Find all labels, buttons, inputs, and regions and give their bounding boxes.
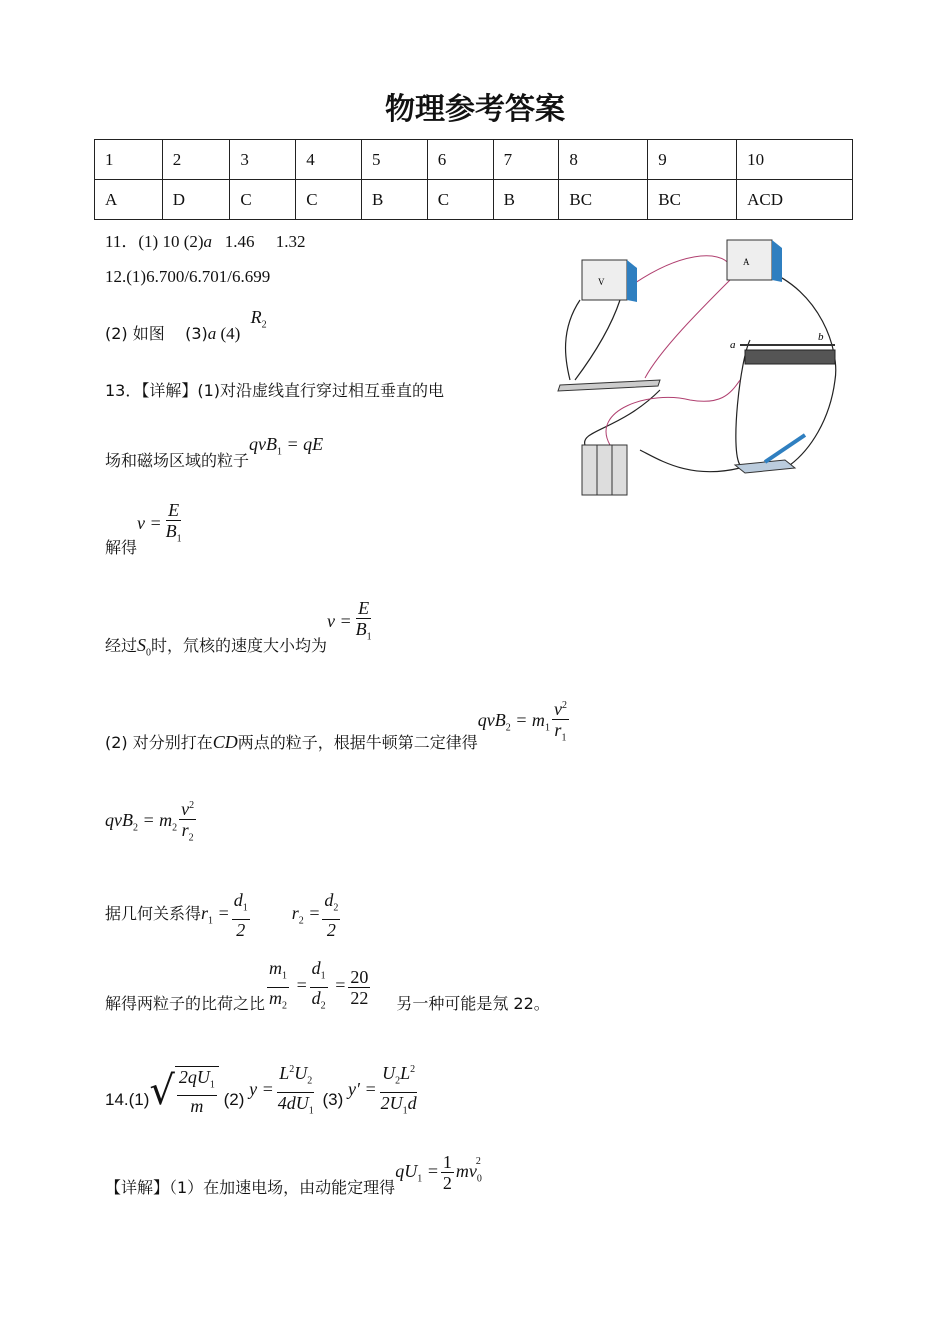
- sqrt-expression: √ $\frac{2qU_1}{m}$: [149, 1066, 219, 1117]
- q13-line1: 13．【详解】(1)对沿虚线直行穿过相互垂直的电: [105, 381, 445, 400]
- circuit-diagram: [540, 230, 840, 505]
- eq-newton-2: $qvB_2 = m_2$ $\frac{v^2}{r_2}$: [105, 796, 198, 849]
- q11-values: 1.46 1.32: [212, 232, 306, 251]
- question-number-cell: 4: [296, 140, 362, 180]
- q13-line3: 解得v = $\frac{E}{B_1}$: [105, 500, 186, 550]
- wire-board-icon: [558, 380, 660, 391]
- ammeter-icon: [727, 240, 782, 282]
- q13-line4: 经过$S_0$时，氘核的速度大小均为v = $\frac{E}{B_1}$: [105, 598, 376, 648]
- svg-text:A: A: [743, 257, 750, 267]
- answer-cell: D: [162, 180, 230, 220]
- svg-text:a: a: [730, 339, 736, 351]
- answer-cell: BC: [648, 180, 737, 220]
- voltmeter-icon: [582, 260, 637, 302]
- svg-text:V: V: [598, 277, 605, 287]
- answer-cell: ACD: [737, 180, 853, 220]
- q13-line7: 据几何关系得$r_1$ = $\frac{d_1}{2}$ $r_2$ = $\frac{d_2}{2}$: [105, 890, 339, 940]
- q12-text: (2) 如图 (3): [105, 324, 208, 343]
- page-title: 物理参考答案: [385, 92, 565, 127]
- answer-cell: C: [296, 180, 362, 220]
- q13-line8: 解得两粒子的比荷之比 $\frac{m_1}{m_2}$ = $\frac{d_1}{d_2}$ = $\frac{20}{22}$ 另一种可能是氖 22。: [105, 958, 550, 1014]
- q12-part4: (4): [216, 324, 245, 343]
- question-number-cell: 6: [427, 140, 493, 180]
- r2-symbol: $R_2$: [250, 307, 267, 331]
- eq-velocity-2: v = $\frac{E}{B_1}$: [327, 598, 372, 643]
- q11-line: [105, 227, 306, 252]
- eq-force-balance: qvB$_1$ = qE: [249, 434, 324, 458]
- question-number-cell: 10: [737, 140, 853, 180]
- question-number-cell: 8: [559, 140, 648, 180]
- battery-icon: [582, 445, 627, 495]
- question-number-cell: 1: [95, 140, 163, 180]
- table-answer-row: [95, 180, 853, 220]
- q12-line1: 12.(1)6.700/6.701/6.699: [105, 267, 271, 286]
- q11-text: 11．(1) 10 (2): [105, 232, 204, 251]
- answer-cell: C: [230, 180, 296, 220]
- answer-cell: BC: [559, 180, 648, 220]
- q13-line2: 场和磁场区域的粒子qvB$_1$ = qE: [105, 434, 324, 470]
- table-header-row: [95, 140, 853, 180]
- q12-var: a: [207, 324, 217, 343]
- answer-cell: C: [427, 180, 493, 220]
- rheostat-icon: [730, 331, 835, 364]
- q14-detail: 【详解】（1）在加速电场，由动能定理得$qU_1$ = $\frac{1}{2}$ $mv_0^2$: [105, 1152, 482, 1197]
- question-number-cell: 9: [648, 140, 737, 180]
- question-number-cell: 2: [162, 140, 230, 180]
- q12-line2: [105, 305, 267, 343]
- question-number-cell: 7: [493, 140, 559, 180]
- q11-var: a: [203, 232, 213, 251]
- eq-newton-1: $qvB_2 = m_1$ $\frac{v^2}{r_1}$: [478, 710, 571, 730]
- q14-line: 14.(1) √ $\frac{2qU_1}{m}$ (2) y = $\frac{L^2U_2}{4dU_1}$ (3) y′ = $\frac{U_2L^2}{2U_1d}$: [105, 1060, 421, 1121]
- question-number-cell: 5: [362, 140, 428, 180]
- answer-cell: A: [95, 180, 163, 220]
- question-number-cell: 3: [230, 140, 296, 180]
- answer-cell: B: [493, 180, 559, 220]
- switch-icon: [735, 435, 805, 473]
- answer-cell: B: [362, 180, 428, 220]
- svg-text:b: b: [818, 331, 824, 343]
- eq-velocity: v = $\frac{E}{B_1}$: [137, 500, 182, 545]
- q13-line5: (2) 对分别打在CD两点的粒子，根据牛顿第二定律得$qvB_2 = m_1$ $\frac{v^2}{r_1}$: [105, 696, 571, 749]
- answer-table: [94, 139, 853, 220]
